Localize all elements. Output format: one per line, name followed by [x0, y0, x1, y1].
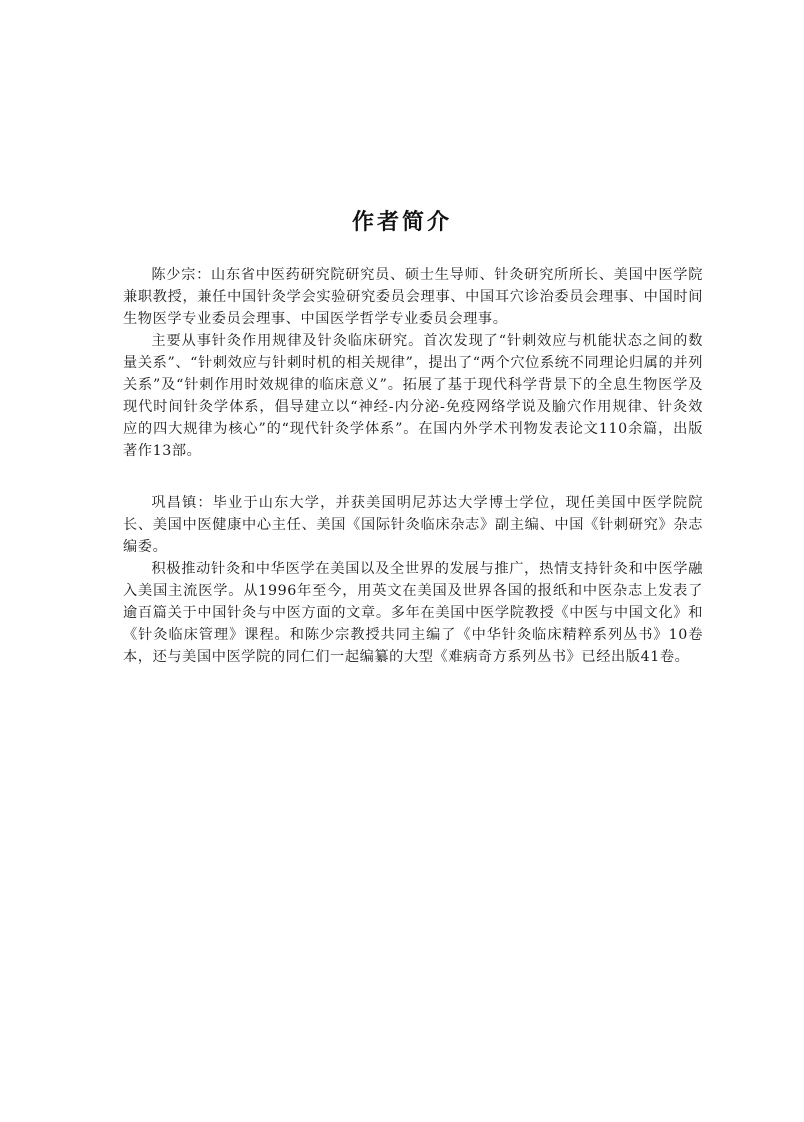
bio-gong-intro-paragraph: 巩昌镇：毕业于山东大学，并获美国明尼苏达大学博士学位，现任美国中医学院院长、美国中医健康中心主任、美国《国际针灸临床杂志》副主编、中国《针刺研究》杂志编委。	[123, 495, 703, 555]
author-bio-chen-shaozong	[123, 264, 703, 462]
bio-chen-intro-paragraph: 陈少宗：山东省中医药研究院研究员、硕士生导师、针灸研究所所长、美国中医学院兼职教授，兼任中国针灸学会实验研究委员会理事、中国耳穴诊治委员会理事、中国时间生物医学专业委员会理事、中国医学哲学专业委员会理事。	[123, 267, 703, 327]
bio-gong-work-paragraph: 积极推动针灸和中华医学在美国以及全世界的发展与推广，热情支持针灸和中医学融入美国主流医学。从1996年至今，用英文在美国及世界各国的报纸和中医杂志上发表了逾百篇关于中国针灸与中医方面的文章。多年在美国中医学院教授《中医与中国文化》和《针灸临床管理》课程。和陈少宗教授共同主编了《中华针灸临床精粹系列丛书》10卷本，还与美国中医学院的同仁们一起编纂的大型《难病奇方系列丛书》已经出版41卷。	[123, 561, 703, 665]
bio-chen-research-paragraph: 主要从事针灸作用规律及针灸临床研究。首次发现了“针刺效应与机能状态之间的数量关系”、“针刺效应与针刺时机的相关规律”，提出了“两个穴位系统不同理论归属的并列关系”及“针刺作用时效规律的临床意义”。拓展了基于现代科学背景下的全息生物医学及现代时间针灸学体系，倡导建立以“神经-内分泌-免疫网络学说及腧穴作用规律、针灸效应的四大规律为核心”的“现代针灸学体系”。在国内外学术刊物发表论文110余篇，出版著作13部。	[123, 333, 703, 459]
page-title: 作者简介	[351, 210, 452, 235]
author-bio-gong-changzhen	[123, 492, 703, 668]
